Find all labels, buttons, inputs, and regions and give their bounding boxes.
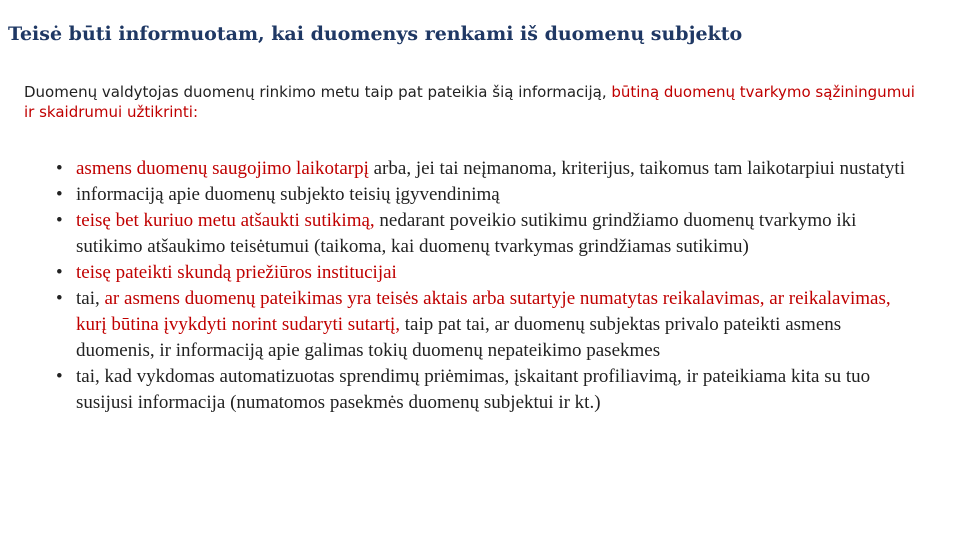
intro-text: Duomenų valdytojas duomenų rinkimo metu taip pat pateikia šią informaciją, [24, 83, 612, 101]
bullet-text: tai, kad vykdomas automatizuotas sprendimų priėmimas, įskaitant profiliavimą, ir pateikiama kita su tuo susijusi informacija (numatomos pasekmės duomenų subjektui ir kt.) [76, 366, 871, 413]
intro-paragraph [24, 82, 924, 122]
bullet-text: taip pat tai, ar duomenų subjektas privalo pateikti asmens duomenis, ir informaciją apie galimas tokių duomenų nepateikimo pasekmes [76, 314, 842, 361]
intro-highlight: būtiną duomenų tvarkymo sąžiningumui ir skaidrumui užtikrinti: [24, 83, 915, 121]
bullet-complaint [54, 260, 924, 286]
bullet-withdraw-consent [54, 208, 924, 260]
bullet-list [54, 156, 924, 416]
bullet-text: tai, [76, 288, 105, 309]
bullet-statutory-requirement [54, 286, 924, 364]
bullet-highlight: teisę bet kuriuo metu atšaukti sutikimą, [76, 210, 375, 231]
bullet-rights-info [54, 182, 924, 208]
bullet-highlight: asmens duomenų saugojimo laikotarpį [76, 158, 369, 179]
bullet-highlight: ar asmens duomenų pateikimas yra teisės aktais arba sutartyje numatytas reikalavimas, ar reikalavimas, kurį būtina įvykdyti norint sudaryti sutartį, [76, 288, 891, 335]
page-title: Teisė būti informuotam, kai duomenys renkami iš duomenų subjekto [8, 23, 743, 45]
bullet-text: nedarant poveikio sutikimu grindžiamo duomenų tvarkymo iki sutikimo atšaukimo teisėtumui (taikoma, kai duomenų tvarkymas grindžiamas sutikimu) [76, 210, 857, 257]
bullet-highlight: teisę pateikti skundą priežiūros institucijai [76, 262, 397, 283]
bullet-text: arba, jei tai neįmanoma, kriterijus, taikomus tam laikotarpiui nustatyti [368, 158, 905, 179]
bullet-automated-decisions [54, 364, 924, 416]
bullet-retention-period [54, 156, 924, 182]
bullet-text: informaciją apie duomenų subjekto teisių įgyvendinimą [76, 184, 500, 205]
